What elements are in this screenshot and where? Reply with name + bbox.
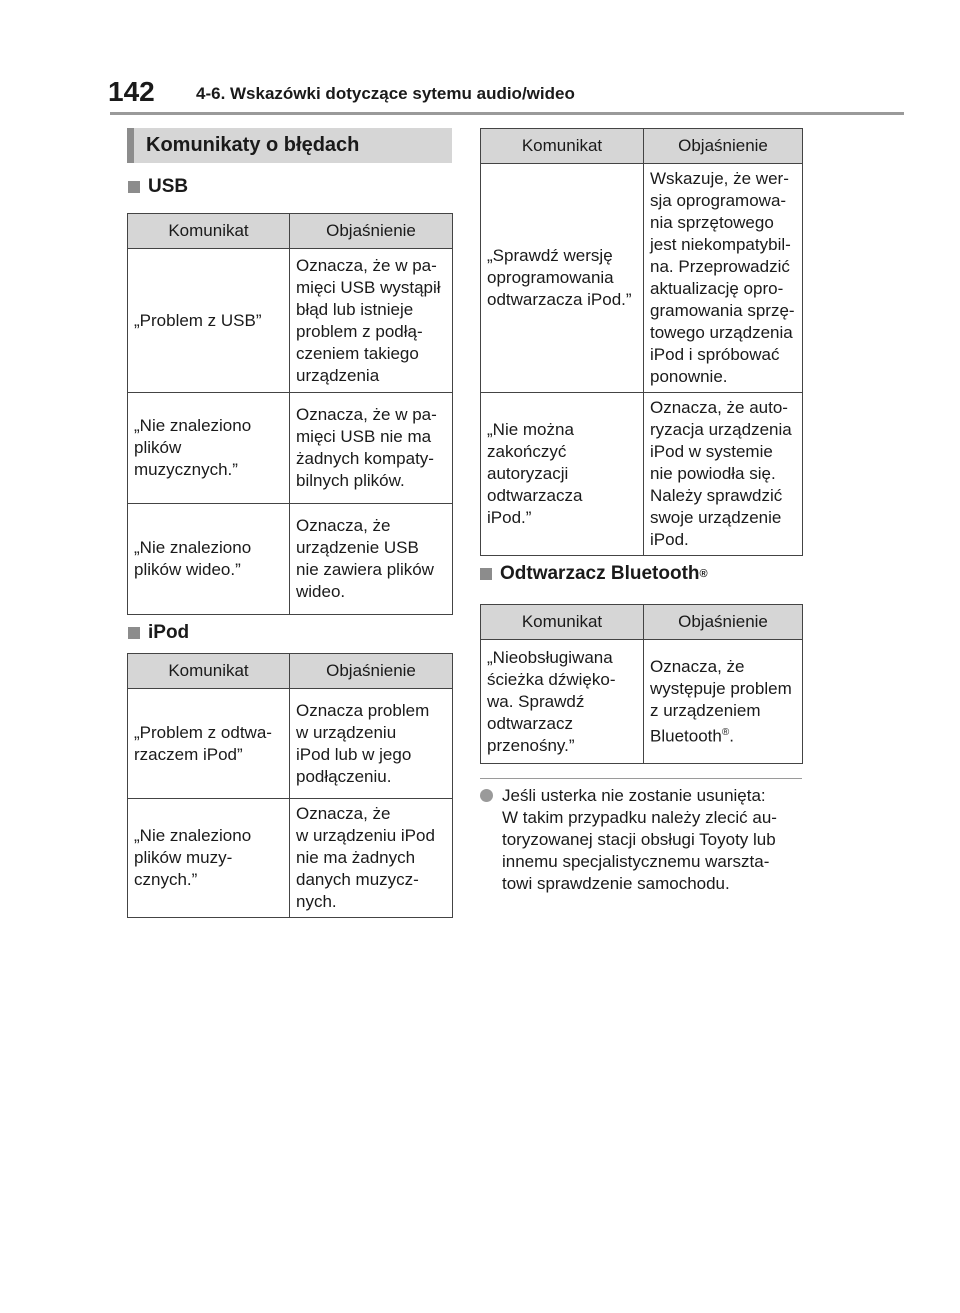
- table-row: [128, 504, 453, 615]
- explanation-cell: Oznacza, że w urządzeniu iPod nie ma żadnych danych muzycz- nych.: [290, 799, 453, 918]
- message-cell: „Nie znaleziono plików wideo.”: [128, 504, 290, 615]
- explanation-cell: Oznacza problem w urządzeniu iPod lub w jego podłączeniu.: [290, 689, 453, 799]
- table-row: [481, 393, 803, 556]
- ipod-heading-text: iPod: [148, 622, 190, 643]
- note-rule: [480, 778, 802, 779]
- explanation-cell: Wskazuje, że wer- sja oprogramowa- nia sprzętowego jest niekompatybil- na. Przeprowadzić aktualizację opro- gramowania sprzę- towego urządzenia iPod i spróbować ponownie.: [644, 164, 803, 393]
- column-header-explanation: Objaśnienie: [644, 129, 803, 164]
- explanation-cell: [644, 640, 803, 764]
- message-cell: „Nie znaleziono plików muzycznych.”: [128, 393, 290, 504]
- message-cell: „Nie znaleziono plików muzy- cznych.”: [128, 799, 290, 918]
- table-header-row: [128, 654, 453, 689]
- ipod-heading: [128, 622, 189, 644]
- explanation-cell: Oznacza, że w pa- mięci USB wystąpił błąd lub istnieje problem z podłą- czeniem takiego urządzenia: [290, 249, 453, 393]
- square-bullet-icon: [480, 568, 492, 580]
- message-cell: „Nie można zakończyć autoryzacji odtwarzacza iPod.”: [481, 393, 644, 556]
- section-banner: [127, 128, 452, 163]
- table-header-row: [481, 129, 803, 164]
- note: [480, 785, 802, 895]
- explanation-end: .: [729, 726, 734, 746]
- column-header-explanation: Objaśnienie: [290, 214, 453, 249]
- chapter-title: 4-6. Wskazówki dotyczące sytemu audio/wideo: [196, 84, 575, 103]
- bluetooth-heading-text: Odtwarzacz Bluetooth: [500, 563, 700, 584]
- explanation-text: Oznacza, że występuje problem z urządzeniem Bluetooth: [650, 656, 792, 746]
- column-header-explanation: Objaśnienie: [290, 654, 453, 689]
- message-cell: „Problem z USB”: [128, 249, 290, 393]
- table-row: [128, 249, 453, 393]
- note-text: Jeśli usterka nie zostanie usunięta: W takim przypadku należy zlecić au- toryzowanej stacji obsługi Toyoty lub innemu specjalistycznemu warszta- towi sprawdzenie samochodu.: [502, 786, 777, 893]
- square-bullet-icon: [128, 181, 140, 193]
- table-row: [128, 799, 453, 918]
- column-header-message: Komunikat: [128, 214, 290, 249]
- bluetooth-heading: [480, 563, 708, 585]
- section-title: Komunikaty o błędach: [146, 134, 360, 156]
- header-rule: [110, 112, 904, 115]
- table-row: [128, 689, 453, 799]
- usb-heading-text: USB: [148, 176, 189, 197]
- message-cell: „Nieobsługiwana ścieżka dźwięko- wa. Sprawdź odtwarzacz przenośny.”: [481, 640, 644, 764]
- column-header-message: Komunikat: [481, 605, 644, 640]
- ipod-table: [127, 653, 453, 918]
- usb-table: [127, 213, 453, 615]
- column-header-message: Komunikat: [481, 129, 644, 164]
- column-header-message: Komunikat: [128, 654, 290, 689]
- table-header-row: [128, 214, 453, 249]
- circle-bullet-icon: [480, 789, 493, 802]
- table-row: [128, 393, 453, 504]
- registered-mark: ®: [699, 568, 708, 580]
- page-number: 142: [108, 76, 155, 107]
- ipod-table-continued: [480, 128, 803, 556]
- column-header-explanation: Objaśnienie: [644, 605, 803, 640]
- explanation-cell: Oznacza, że auto- ryzacja urządzenia iPod w systemie nie powiodła się. Należy sprawdzić swoje urządzenie iPod.: [644, 393, 803, 556]
- message-cell: „Problem z odtwa- rzaczem iPod”: [128, 689, 290, 799]
- usb-heading: [128, 176, 188, 198]
- explanation-cell: Oznacza, że w pa- mięci USB nie ma żadnych kompaty- bilnych plików.: [290, 393, 453, 504]
- table-header-row: [481, 605, 803, 640]
- explanation-cell: Oznacza, że urządzenie USB nie zawiera plików wideo.: [290, 504, 453, 615]
- bluetooth-table: [480, 604, 803, 764]
- square-bullet-icon: [128, 627, 140, 639]
- registered-mark: ®: [721, 726, 730, 738]
- message-cell: „Sprawdź wersję oprogramowania odtwarzacza iPod.”: [481, 164, 644, 393]
- table-row: [481, 164, 803, 393]
- table-row: [481, 640, 803, 764]
